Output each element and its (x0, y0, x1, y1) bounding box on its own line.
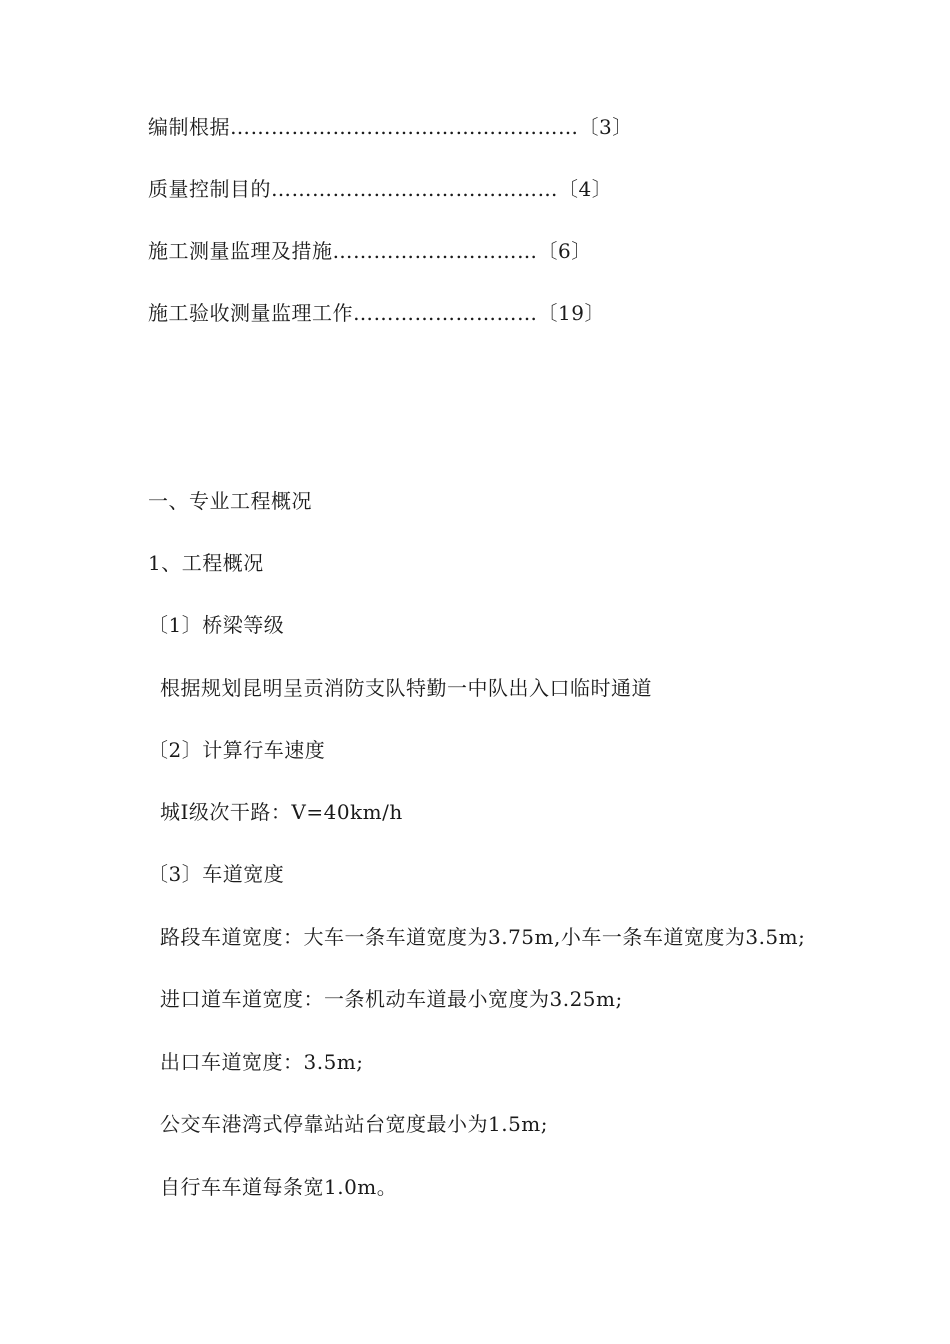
item-text: 进口道车道宽度：一条机动车道最小宽度为3.25m; (160, 987, 623, 1011)
toc-entry[interactable]: 编制根据……………………………………………〔3〕 (148, 115, 633, 139)
item-text: 根据规划昆明呈贡消防支队特勤一中队出入口临时通道 (160, 676, 652, 700)
item-text: 城Ⅰ级次干路：V=40km/h (160, 800, 403, 824)
item-title: 〔3〕车道宽度 (148, 862, 285, 886)
section-heading: 一、专业工程概况 (148, 489, 312, 513)
toc-entry[interactable]: 施工验收测量监理工作………………………〔19〕 (148, 301, 605, 325)
toc-entry[interactable]: 施工测量监理及措施…………………………〔6〕 (148, 239, 592, 263)
item-text: 出口车道宽度：3.5m; (160, 1050, 364, 1074)
item-text: 公交车港湾式停靠站站台宽度最小为1.5m; (160, 1112, 549, 1136)
item-text: 路段车道宽度：大车一条车道宽度为3.75m,小车一条车道宽度为3.5m; (160, 925, 806, 949)
item-title: 〔2〕计算行车速度 (148, 738, 326, 762)
item-title: 〔1〕桥梁等级 (148, 613, 285, 637)
subsection-heading: 1、工程概况 (148, 551, 264, 575)
item-text: 自行车车道每条宽1.0m。 (160, 1175, 398, 1199)
toc-entry[interactable]: 质量控制目的……………………………………〔4〕 (148, 177, 613, 201)
